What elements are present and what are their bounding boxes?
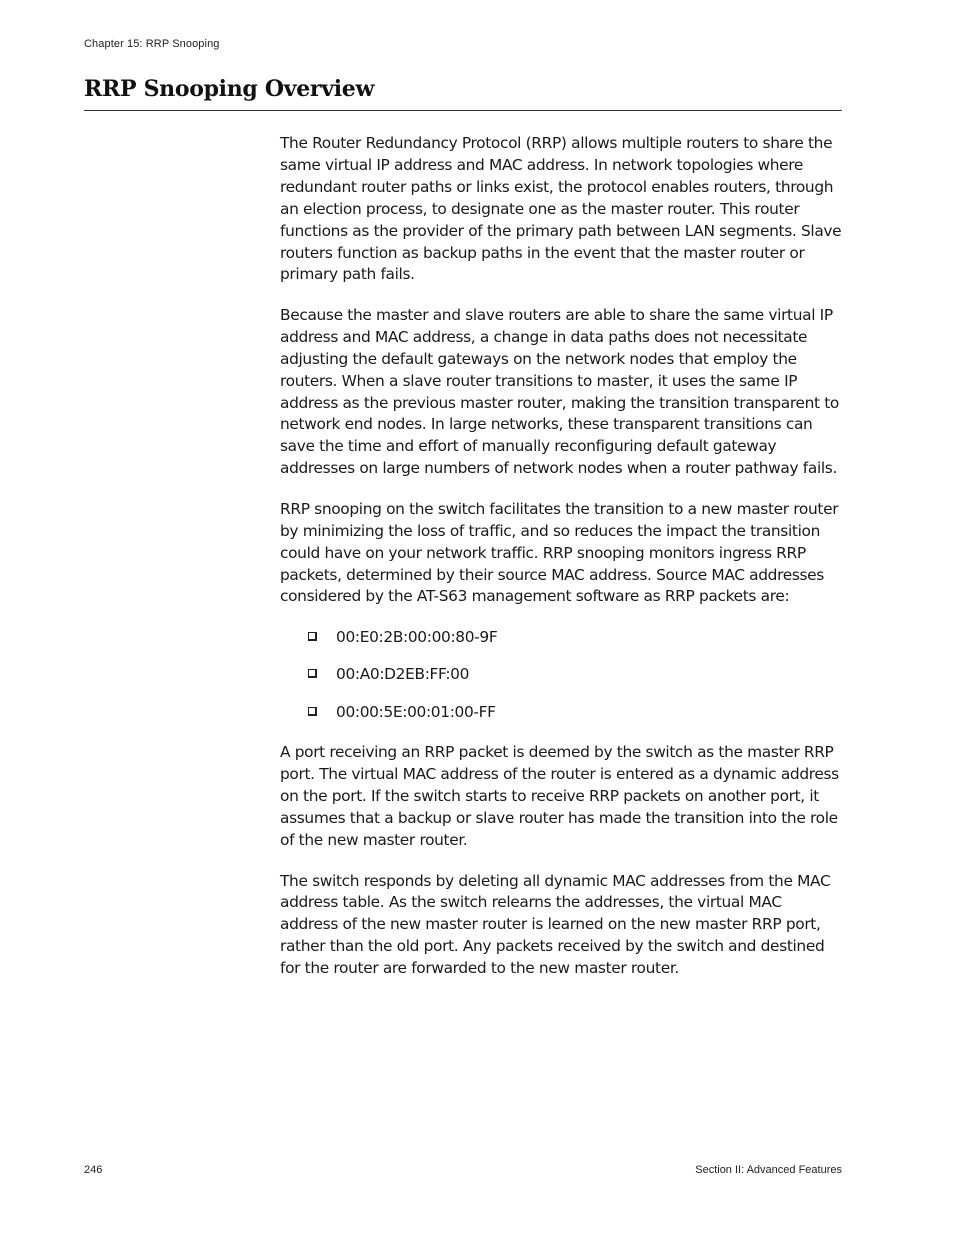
footer-section-label: Section II: Advanced Features xyxy=(695,1164,842,1176)
running-header: Chapter 15: RRP Snooping xyxy=(84,38,220,50)
list-item xyxy=(308,664,842,686)
list-item xyxy=(308,627,842,649)
paragraph-rrp-intro: The Router Redundancy Protocol (RRP) allows multiple routers to share the same virtual IP address and MAC address. In network topologies where redundant router paths or links exist, the protocol enables routers, through an election process, to designate one as the master router. This router functions as the provider of the primary path between LAN segments. Slave routers function as backup paths in the event that the master router or primary path fails. xyxy=(280,134,842,284)
mac-address: 00:00:5E:00:01:00-FF xyxy=(336,702,496,721)
paragraph-shared-address: Because the master and slave routers are able to share the same virtual IP address and MAC address, a change in data paths does not necessitate adjusting the default gateways on the network nodes that employ the routers. When a slave router transitions to master, it uses the same IP address as the previous master router, making the transition transparent to network end nodes. In large networks, these transparent transitions can save the time and effort of manually reconfiguring default gateway addresses on large numbers of network nodes when a router pathway fails. xyxy=(280,305,839,478)
mac-address-list xyxy=(280,627,842,724)
paragraph-rrp-snooping: RRP snooping on the switch facilitates the transition to a new master router by minimizing the loss of traffic, and so reduces the impact the transition could have on your network traffic. RRP snooping monitors ingress RRP packets, determined by their source MAC address. Source MAC addresses considered by the AT-S63 management software as RRP packets are: xyxy=(280,499,839,606)
mac-address: 00:A0:D2EB:FF:00 xyxy=(336,665,470,684)
checkbox-bullet-icon xyxy=(308,632,317,641)
page-number: 246 xyxy=(84,1164,103,1176)
paragraph-switch-response: The switch responds by deleting all dynamic MAC addresses from the MAC address table. As the switch relearns the addresses, the virtual MAC address of the new master router is learned on the new master RRP port, rather than the old port. Any packets received by the switch and destined for the router are forwarded to the new master router. xyxy=(280,871,831,978)
mac-address: 00:E0:2B:00:00:80-9F xyxy=(336,627,498,646)
list-item xyxy=(308,702,842,724)
paragraph-master-port: A port receiving an RRP packet is deemed by the switch as the master RRP port. The virtual MAC address of the router is entered as a dynamic address on the port. If the switch starts to receive RRP packets on another port, it assumes that a backup or slave router has made the transition into the role of the new master router. xyxy=(280,743,839,850)
checkbox-bullet-icon xyxy=(308,707,317,716)
title-rule xyxy=(84,110,842,111)
section-title: RRP Snooping Overview xyxy=(84,76,375,102)
checkbox-bullet-icon xyxy=(308,669,317,678)
body-text xyxy=(280,133,842,999)
